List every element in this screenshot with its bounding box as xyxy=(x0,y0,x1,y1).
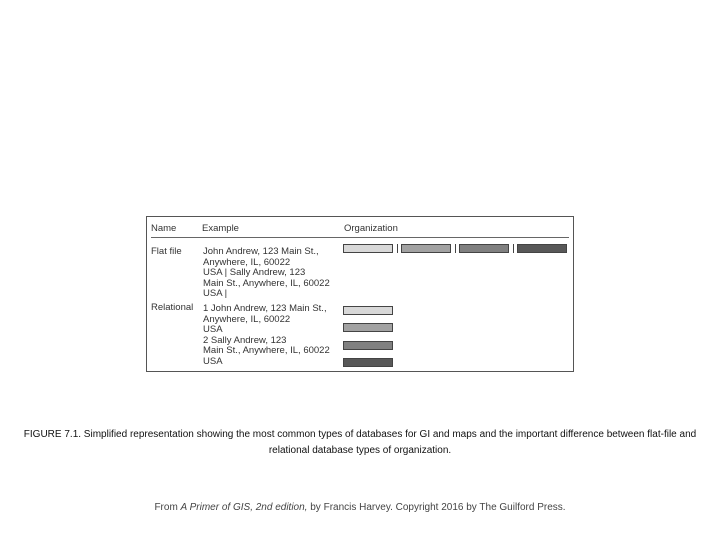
flat-record-4 xyxy=(517,244,567,253)
flat-record-1 xyxy=(343,244,393,253)
flat-separator-3 xyxy=(513,244,514,253)
relational-record-1 xyxy=(343,306,393,315)
source-prefix: From xyxy=(154,502,181,513)
relational-record-3 xyxy=(343,341,393,350)
flat-separator-2 xyxy=(455,244,456,253)
source-suffix: by Francis Harvey. Copyright 2016 by The Guilford Press. xyxy=(307,502,566,513)
flat-record-2 xyxy=(401,244,451,253)
flat-file-example: John Andrew, 123 Main St., Anywhere, IL, 60022 USA | Sally Andrew, 123 Main St., Anywhere, IL, 60022 USA | xyxy=(203,246,330,299)
header-divider xyxy=(151,237,569,238)
relational-label: Relational xyxy=(151,302,194,313)
flat-file-label: Flat file xyxy=(151,246,182,257)
relational-record-2 xyxy=(343,323,393,332)
database-organization-figure xyxy=(146,216,574,372)
relational-record-4 xyxy=(343,358,393,367)
column-header-name: Name xyxy=(151,223,177,234)
source-book-title: A Primer of GIS, 2nd edition, xyxy=(180,502,308,513)
figure-caption: FIGURE 7.1. Simplified representation showing the most common types of databases for GI and maps and the important difference between flat-file and relational database types of organization. xyxy=(23,429,697,456)
flat-record-3 xyxy=(459,244,509,253)
relational-example: 1 John Andrew, 123 Main St., Anywhere, IL, 60022 USA 2 Sally Andrew, 123 Main St., Anywhere, IL, 60022 USA xyxy=(203,303,330,367)
column-header-organization: Organization xyxy=(344,223,398,234)
flat-separator-1 xyxy=(397,244,398,253)
source-credit xyxy=(0,502,720,513)
column-header-example: Example xyxy=(202,223,239,234)
